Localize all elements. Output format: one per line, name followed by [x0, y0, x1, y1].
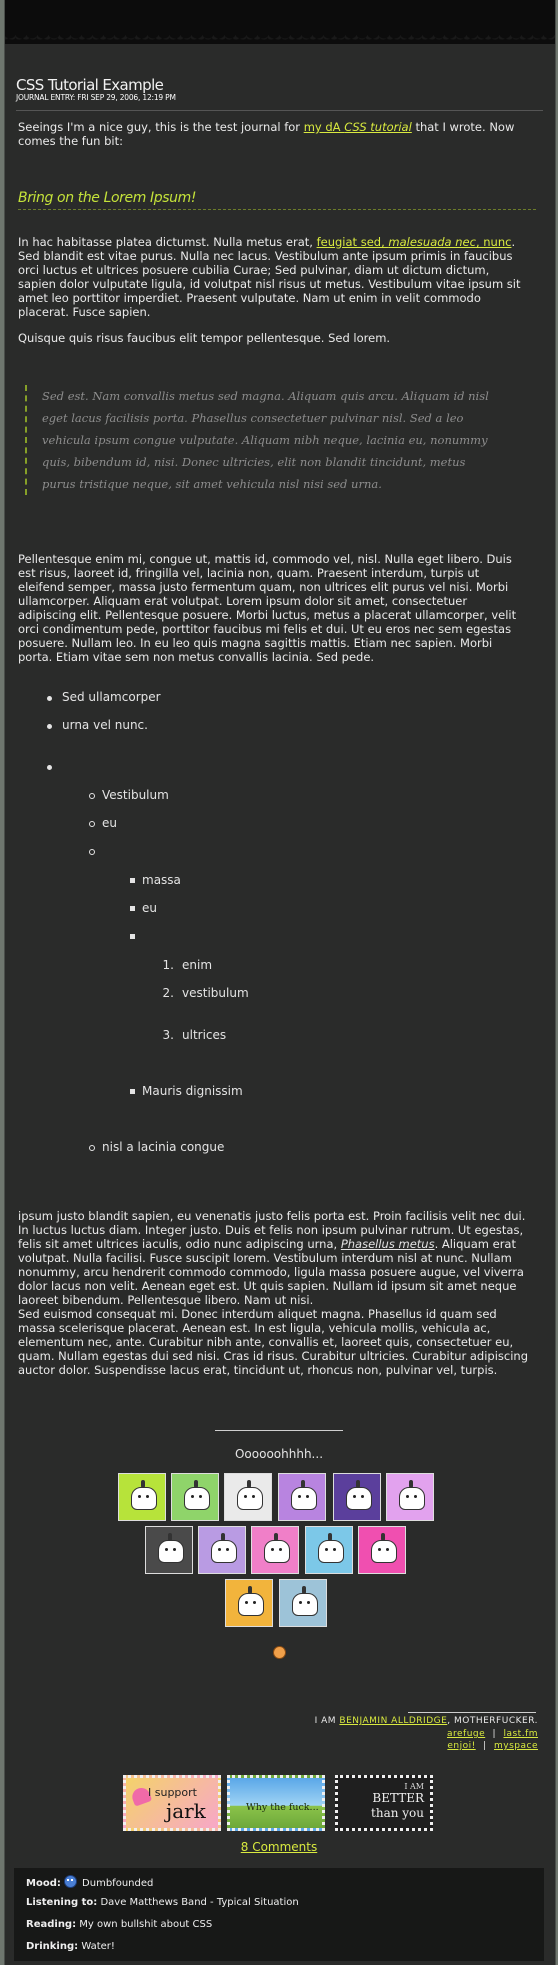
- blob-character-icon: [292, 1593, 318, 1616]
- paragraph-4: ipsum justo blandit sapien, eu venenatis justo felis porta est. Proin facilisis velit nec dui. In luctus luctus diam. Integer justo. Duis et felis non ipsum pulvinar rutrum. Ut egestas, felis sit amet ultrices iaculis, odio nunc adipiscing urna, Phasellus metus. Aliquam erat volutpat. Nulla facilisi. Fusce suscipit lorem. Vestibulum interdum nisl at nunc. Nullam nonummy, arcu hendrerit commodo commodo, ligula massa posuere augue, vel viverra dolor lacus non velit. Aenean eget est. Ut quis sapien. Nullam id ipsum sit amet neque laoreet bibendum. Pellentesque libero. Nam ut nisi. Sed euismod consequat mi. Donec interdum aliquet magna. Phasellus id quam sed massa scelerisque placerat. Aenean est. In est ligula, vehicula mollis, vehicula ac, elementum nec, ante. Curabitur nibh ante, convallis et, laoreet quis, consectetuer eu, quam. Nullam egestas dui sed nisi. Cras id risus. Curabitur ultricies. Curabitur adipiscing auctor dolor. Suspendisse lacus erat, tincidunt ut, rhoncus non, pulvinar vel, turpis.: [18, 1209, 529, 1377]
- deviation-thumbnail[interactable]: [145, 1526, 193, 1574]
- list-item: eu: [102, 816, 117, 830]
- feugiat-link[interactable]: feugiat sed, malesuada nec, nunc: [316, 235, 512, 249]
- list-item: nisl a lacinia congue: [102, 1140, 225, 1154]
- mood-box: [14, 1868, 544, 1961]
- list-item: Vestibulum: [102, 788, 169, 802]
- list-bullet: [89, 821, 95, 827]
- ordered-number: 1.: [162, 958, 174, 972]
- deviation-thumbnail[interactable]: [171, 1473, 219, 1521]
- blob-character-icon: [184, 1487, 210, 1510]
- support-jark-stamp[interactable]: I support jark: [123, 1775, 221, 1831]
- list-bullet: [47, 696, 52, 701]
- journal-entry-date: JOURNAL ENTRY: FRI SEP 29, 2006, 12:19 PM: [16, 93, 176, 102]
- list-item: massa: [142, 873, 181, 887]
- center-divider: [215, 1430, 343, 1431]
- paragraph-3: Pellentesque enim mi, congue ut, mattis id, commodo vel, nisl. Nulla eget libero. Duis est risus, laoreet id, fringilla vel, lacinia non, quam. Praesent interdum, turpis ut eleifend semper, massa justo fermentum quam, non ultrices elit purus vel nisi. Morbi ullamcorper. Aliquam erat volutpat. Lorem ipsum dolor sit amet, consectetuer adipiscing elit. Pellentesque posuere. Morbi luctus, metus a placerat ullamcorper, velit orci condimentum pede, porttitor faucibus mi felis et dui. Ut eu eros nec sem egestas posuere. Nullam leo. In eu leo quis magna sagittis mattis. Etiam nec sapien. Morbi porta. Etiam vitae sem non metus convallis lacinia. Sed pede.: [18, 552, 517, 664]
- deviation-thumbnail[interactable]: [198, 1526, 246, 1574]
- blob-character-icon: [399, 1487, 425, 1510]
- deviation-thumbnail[interactable]: [305, 1526, 353, 1574]
- smiley-icon: [273, 1646, 286, 1659]
- paragraph-2: Quisque quis risus faucibus elit tempor pellentesque. Sed lorem.: [18, 331, 391, 345]
- grunge-header-strip: [5, 0, 555, 44]
- ordered-item: ultrices: [182, 1028, 227, 1042]
- deviation-thumbnail[interactable]: [279, 1579, 327, 1627]
- deviation-thumbnail[interactable]: [118, 1473, 166, 1521]
- section-heading: Bring on the Lorem Ipsum!: [18, 190, 197, 206]
- blob-character-icon: [346, 1487, 372, 1510]
- deviation-thumbnail[interactable]: [333, 1473, 381, 1521]
- better-than-you-stamp[interactable]: I AM BETTER than you: [335, 1775, 433, 1831]
- blob-character-icon: [318, 1540, 344, 1563]
- lastfm-link[interactable]: last.fm: [503, 1729, 538, 1739]
- list-bullet: [47, 724, 52, 729]
- arefuge-link[interactable]: arefuge: [446, 1729, 486, 1739]
- ordered-item: enim: [182, 958, 213, 972]
- deviation-thumbnail[interactable]: [224, 1473, 272, 1521]
- blob-character-icon: [211, 1540, 237, 1563]
- list-bullet: [130, 934, 135, 939]
- list-bullet: [130, 1089, 135, 1094]
- signature-links-row-2: enjoi! | myspace: [447, 1741, 538, 1751]
- deviation-thumbnail[interactable]: [386, 1473, 434, 1521]
- blob-character-icon: [158, 1540, 184, 1563]
- ordered-number: 2.: [162, 986, 174, 1000]
- phasellus-link[interactable]: Phasellus metus: [340, 1237, 435, 1251]
- list-bullet: [89, 849, 95, 855]
- author-link[interactable]: BENJAMIN ALLDRIDGE: [339, 1716, 448, 1726]
- paragraph-1: In hac habitasse platea dictumst. Nulla metus erat, feugiat sed, malesuada nec, nunc. Sed blandit est vitae purus. Nulla nec lacus. Vestibulum ante ipsum primis in faucibus orci luctus et ultrices posuere cubilia Curae; Sed pulvinar, diam ut dictum dictum, sapien dolor vulputate ligula, id volutpat nisl risus ut metus. Vestibulum vitae ipsum sit amet leo porttitor imperdiet. Praesent vulputate. Nam ut enim in velit commodo placerat. Fusce sapien.: [18, 235, 521, 319]
- signature-divider: [408, 1712, 536, 1713]
- blob-character-icon: [371, 1540, 397, 1563]
- blob-character-icon: [238, 1593, 264, 1616]
- comments-link[interactable]: 8 Comments: [240, 1840, 318, 1854]
- journal-title: CSS Tutorial Example: [16, 76, 164, 94]
- deviation-thumbnail[interactable]: [358, 1526, 406, 1574]
- drinking-row: Drinking: Water!: [26, 1941, 115, 1952]
- css-tutorial-link[interactable]: my dA CSS tutorial: [303, 120, 412, 134]
- list-bullet: [89, 1145, 95, 1151]
- why-the-fuck-stamp[interactable]: Why the fuck...: [227, 1775, 325, 1831]
- deviation-thumbnail[interactable]: [251, 1526, 299, 1574]
- header-divider: [16, 110, 543, 111]
- blockquote: Sed est. Nam convallis metus sed magna. Aliquam quis arcu. Aliquam id nisl eget lacus facilisis porta. Phasellus consectetuer pulvinar nisl. Sed a leo vehicula ipsum congue vulputate. Aliquam nibh neque, lacinia eu, nonummy quis, bibendum id, nisi. Donec ultricies, elit non blandit tincidunt, metus purus tristique neque, sit amet vehicula nisl nisi sed urna.: [25, 385, 502, 495]
- enjoi-link[interactable]: enjoi!: [447, 1741, 476, 1751]
- deviation-thumbnail[interactable]: [225, 1579, 273, 1627]
- list-bullet: [47, 765, 52, 770]
- list-item: Sed ullamcorper: [62, 690, 161, 704]
- blob-character-icon: [291, 1487, 317, 1510]
- list-item: Mauris dignissim: [142, 1084, 243, 1098]
- signature-line: I AM BENJAMIN ALLDRIDGE, MOTHERFUCKER.: [314, 1716, 538, 1726]
- list-bullet: [130, 878, 135, 883]
- myspace-link[interactable]: myspace: [494, 1741, 538, 1751]
- dumbfounded-emoticon-icon: [64, 1875, 77, 1888]
- blob-character-icon: [264, 1540, 290, 1563]
- intro-paragraph: Seeings I'm a nice guy, this is the test journal for my dA CSS tutorial that I wrote. Now comes the fun bit:: [18, 120, 515, 148]
- ordered-number: 3.: [162, 1028, 174, 1042]
- listening-row: Listening to: Dave Matthews Band - Typical Situation: [26, 1897, 299, 1908]
- blob-character-icon: [237, 1487, 263, 1510]
- mood-row: Mood: Dumbfounded: [26, 1875, 153, 1889]
- section-divider: [18, 209, 536, 210]
- list-item: urna vel nunc.: [62, 718, 148, 732]
- list-bullet: [130, 906, 135, 911]
- reading-row: Reading: My own bullshit about CSS: [26, 1919, 213, 1930]
- signature-links-row-1: arefuge | last.fm: [446, 1729, 538, 1739]
- comments-row: [4, 1840, 554, 1854]
- deviation-thumbnail[interactable]: [278, 1473, 326, 1521]
- ordered-item: vestibulum: [182, 986, 249, 1000]
- ooh-text: Oooooohhhh...: [234, 1447, 324, 1461]
- list-item: eu: [142, 901, 157, 915]
- blob-character-icon: [131, 1487, 157, 1510]
- list-bullet: [89, 793, 95, 799]
